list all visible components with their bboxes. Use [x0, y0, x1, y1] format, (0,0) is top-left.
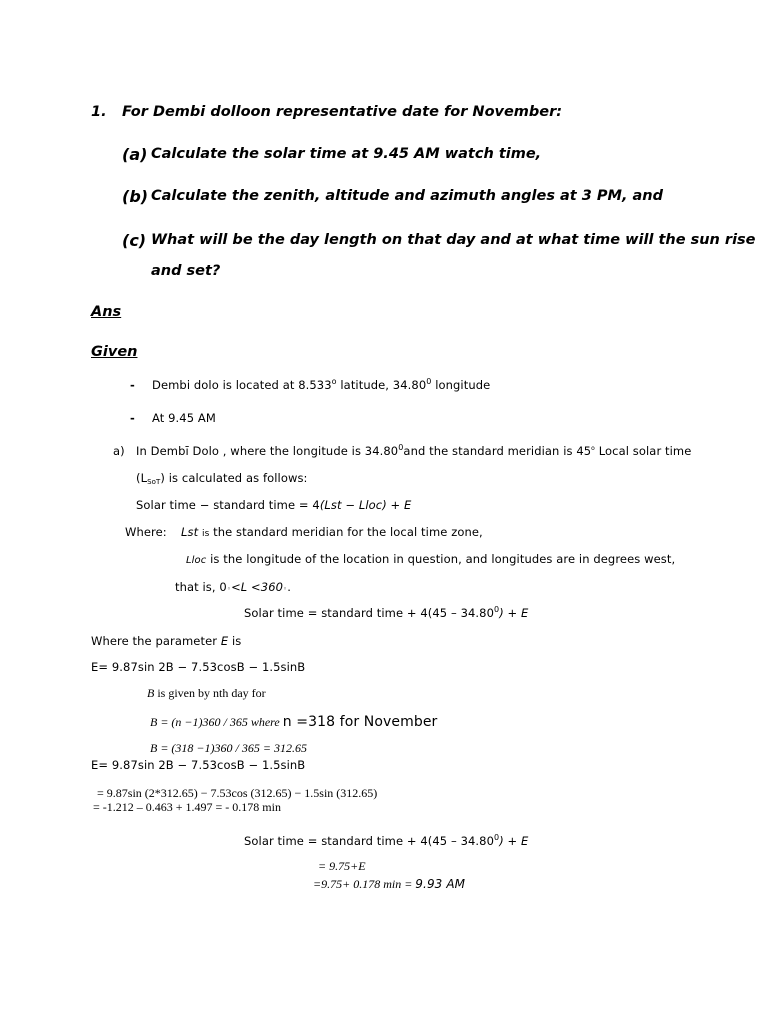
equation-1-italic: (Lst − Lloc	[319, 498, 383, 512]
part-c-text-cont: and set?	[151, 263, 221, 279]
result-1: = 9.75+E	[318, 859, 366, 873]
equation-2-post: ) + E	[499, 606, 529, 620]
where-line2-text: is the longitude of the location in question, and longitudes are in degrees west,	[206, 552, 676, 566]
bullet-item-time	[130, 411, 216, 425]
meridian-text: and the standard meridian is 45	[403, 444, 592, 458]
lsot-sub: SoT	[147, 478, 161, 486]
b-given-symbol: B	[147, 686, 155, 700]
b-formula-n: n =318 for November	[282, 714, 438, 730]
degree-sup: 0	[426, 377, 432, 386]
result-2	[313, 877, 465, 892]
param-text: Where the parameter	[91, 634, 218, 648]
b-formula-pre: B = (n −1)360 / 365 where	[150, 715, 280, 729]
part-a-label: (a)	[122, 145, 148, 164]
equation-3-post: ) + E	[499, 834, 529, 848]
location-post-text: longitude	[431, 378, 491, 392]
degree-sup: 0	[494, 605, 500, 614]
e-formula: E= 9.87sin 2B − 7.53cosB − 1.5sinB	[91, 660, 306, 674]
question-number: 1	[91, 104, 102, 120]
lst-symbol: Lst	[181, 525, 199, 539]
range-mid: <L <360	[231, 580, 284, 594]
part-a-text: Calculate the solar time at 9.45 AM watch time,	[151, 146, 542, 162]
ans-label: Ans	[91, 304, 122, 320]
b-formula	[150, 714, 437, 730]
part-a-answer-label: a)	[113, 444, 125, 458]
location-longitude-text: latitude, 34.80	[336, 378, 427, 392]
e-sub-2: = -1.212 – 0.463 + 1.497 = - 0.178 min	[93, 800, 281, 814]
where-line2	[186, 552, 675, 566]
time-text: At 9.45 AM	[152, 411, 216, 425]
lsot-post: ) is calculated as follows:	[160, 471, 308, 485]
param-e: E	[220, 634, 229, 648]
degree-sup: o	[331, 377, 337, 386]
part-b-text: Calculate the zenith, altitude and azimuth angles at 3 PM, and	[151, 188, 664, 204]
bullet-item-location	[130, 378, 490, 392]
longitude-text: In Dembī Dolo , where the longitude is 34.80	[136, 444, 399, 458]
equation-1-post: ) + E	[382, 498, 412, 512]
range-lower: that is, 0	[175, 580, 227, 594]
result-2-pre: =9.75+ 0.178 min =	[313, 877, 416, 891]
lsot-open: (L	[136, 471, 148, 485]
question-number-dot: .	[101, 104, 107, 120]
given-label: Given	[91, 344, 138, 360]
is-small: is	[201, 529, 210, 539]
part-a-line1	[136, 444, 691, 458]
lloc-symbol: Lloc	[186, 555, 207, 566]
bullet-dash-icon: -	[130, 378, 135, 392]
b-given-rest: is given by nth day for	[154, 686, 266, 700]
equation-1	[136, 498, 411, 512]
b-value: B = (318 −1)360 / 365 = 312.65	[150, 741, 307, 755]
bullet-dash-icon: -	[130, 411, 135, 425]
e-formula-2: E= 9.87sin 2B − 7.53cosB − 1.5sinB	[91, 758, 306, 772]
location-latitude-text: Dembi dolo is located at 8.533	[152, 378, 332, 392]
part-c-label: (c)	[122, 231, 147, 250]
equation-1-pre: Solar time − standard time = 4	[136, 498, 320, 512]
degree-sup: 0	[494, 833, 500, 842]
part-c-text: What will be the day length on that day and at what time will the sun rise	[151, 232, 756, 248]
equation-2	[244, 606, 528, 620]
dot-small: ◦	[283, 585, 288, 593]
where-line1	[181, 525, 483, 539]
equation-2-pre: Solar time = standard time + 4(45 – 34.80	[244, 606, 495, 620]
degree-sup: o	[591, 445, 595, 452]
e-sub-1: = 9.87sin (2*312.65) − 7.53cos (312.65) − 1.5sin (312.65)	[97, 786, 378, 800]
equation-3	[244, 834, 528, 848]
where-line3	[175, 580, 291, 594]
equation-3-pre: Solar time = standard time + 4(45 – 34.80	[244, 834, 495, 848]
part-a-line2	[136, 471, 308, 485]
dot-small: ◦	[226, 585, 232, 593]
b-given	[147, 686, 266, 701]
degree-sup: 0	[398, 443, 404, 452]
part-b-label: (b)	[122, 187, 149, 206]
param-is: is	[232, 634, 242, 648]
question-heading	[91, 104, 107, 120]
where-line1-text: the standard meridian for the local time zone,	[209, 525, 483, 539]
where-label: Where:	[125, 525, 167, 539]
param-line	[91, 634, 241, 648]
range-post: .	[287, 580, 292, 594]
result-2-final: 9.93 AM	[415, 877, 466, 891]
question-intro: For Dembi dolloon representative date for November:	[122, 104, 563, 120]
local-solar-time-text: Local solar time	[594, 444, 692, 458]
